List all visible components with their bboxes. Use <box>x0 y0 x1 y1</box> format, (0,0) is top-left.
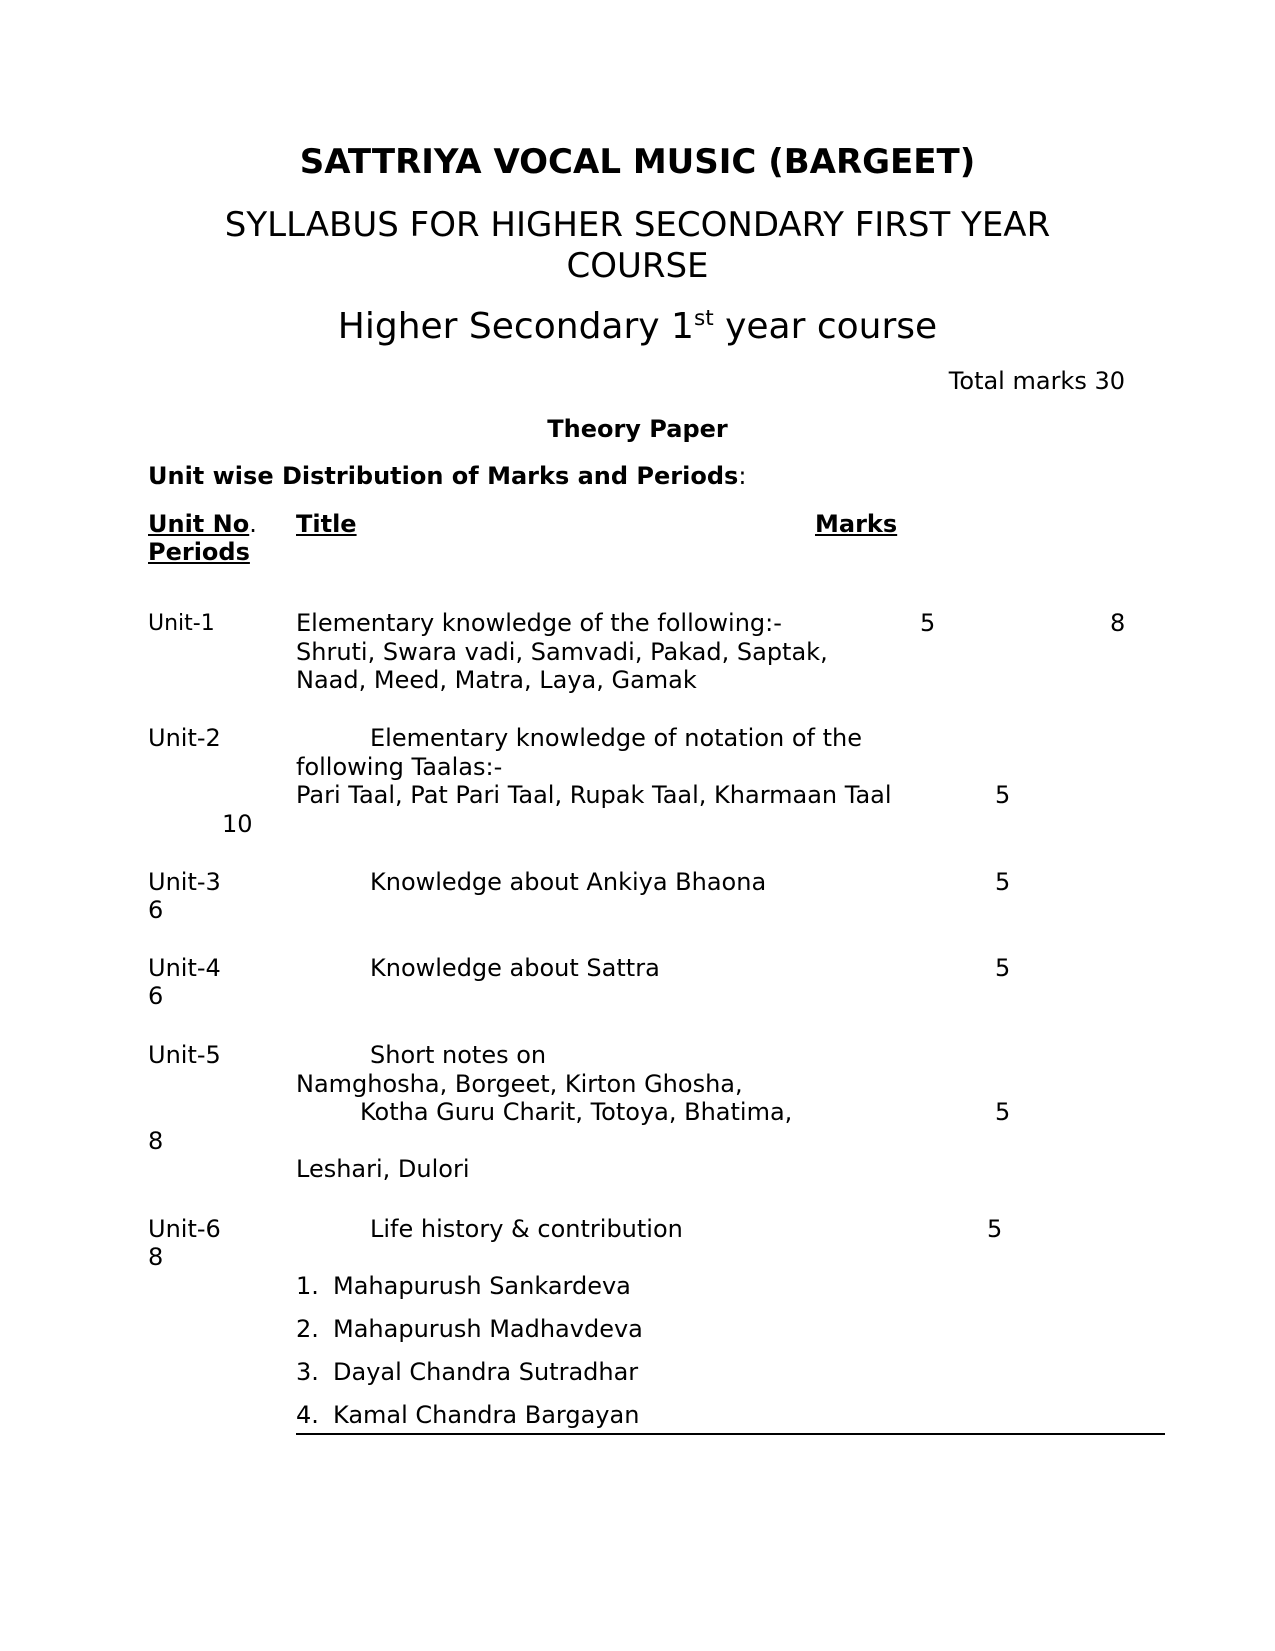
list-item-text: Mahapurush Sankardeva <box>333 1272 631 1300</box>
list-item <box>296 1358 639 1387</box>
list-item-text: Kamal Chandra Bargayan <box>333 1401 640 1429</box>
unit-1-title-line2: Shruti, Swara vadi, Samvadi, Pakad, Saptak, <box>296 638 828 666</box>
unit-6-label: Unit-6 <box>148 1215 221 1243</box>
document-title: SATTRIYA VOCAL MUSIC (BARGEET) <box>299 142 976 182</box>
unit-1-periods: 8 <box>1110 609 1126 637</box>
unit-5-periods: 8 <box>148 1127 164 1155</box>
list-item <box>296 1401 640 1430</box>
bottom-rule <box>296 1433 1165 1435</box>
list-item <box>296 1272 631 1301</box>
header-periods: Periods <box>148 538 250 566</box>
unit-1-label: Unit-1 <box>148 611 215 636</box>
unit-1-marks: 5 <box>920 609 936 637</box>
course-prefix: Higher Secondary 1 <box>337 306 694 347</box>
course-superscript: st <box>693 306 714 331</box>
list-item-number: 1. <box>296 1272 319 1300</box>
list-item-number: 4. <box>296 1401 319 1429</box>
distribution-heading-colon: : <box>738 462 747 490</box>
list-item-number: 3. <box>296 1358 319 1386</box>
unit-1-title-line1: Elementary knowledge of the following:- <box>296 609 782 637</box>
unit-6-title: Life history & contribution <box>370 1215 683 1243</box>
unit-5-marks: 5 <box>995 1098 1011 1126</box>
unit-2-title-line3: Pari Taal, Pat Pari Taal, Rupak Taal, Kharmaan Taal <box>296 781 892 809</box>
syllabus-subtitle-line1: SYLLABUS FOR HIGHER SECONDARY FIRST YEAR <box>224 205 1051 245</box>
list-item-number: 2. <box>296 1315 319 1343</box>
header-marks: Marks <box>815 510 898 538</box>
total-marks: Total marks 30 <box>948 367 1125 395</box>
unit-5-title-line3: Kotha Guru Charit, Totoya, Bhatima, <box>360 1098 793 1126</box>
unit-6-periods: 8 <box>148 1243 164 1271</box>
unit-5-label: Unit-5 <box>148 1041 221 1069</box>
unit-1-title-line3: Naad, Meed, Matra, Laya, Gamak <box>296 666 697 694</box>
header-unit-no-dot: . <box>249 510 257 538</box>
course-heading <box>0 306 1275 348</box>
unit-3-title: Knowledge about Ankiya Bhaona <box>370 868 767 896</box>
header-unit-no-text: Unit No <box>148 510 250 538</box>
unit-4-title: Knowledge about Sattra <box>370 954 660 982</box>
unit-5-title-line2: Namghosha, Borgeet, Kirton Ghosha, <box>296 1070 743 1098</box>
list-item <box>296 1315 643 1344</box>
unit-5-title-line4: Leshari, Dulori <box>296 1155 470 1183</box>
course-suffix: year course <box>713 306 938 347</box>
unit-5-title-line1: Short notes on <box>370 1041 547 1069</box>
unit-2-title-line1: Elementary knowledge of notation of the <box>370 724 863 752</box>
unit-4-periods: 6 <box>148 982 164 1010</box>
unit-4-label: Unit-4 <box>148 954 221 982</box>
unit-2-title-line2: following Taalas:- <box>296 753 503 781</box>
syllabus-subtitle-line2: COURSE <box>566 246 709 286</box>
list-item-text: Mahapurush Madhavdeva <box>333 1315 643 1343</box>
unit-6-marks: 5 <box>987 1215 1003 1243</box>
header-title: Title <box>296 510 357 538</box>
unit-3-periods: 6 <box>148 896 164 924</box>
distribution-heading <box>148 462 746 491</box>
header-unit-no <box>148 510 257 539</box>
unit-3-marks: 5 <box>995 868 1011 896</box>
unit-4-marks: 5 <box>995 954 1011 982</box>
unit-2-marks: 5 <box>995 781 1011 809</box>
unit-3-label: Unit-3 <box>148 868 221 896</box>
theory-paper-heading: Theory Paper <box>547 415 728 443</box>
distribution-heading-text: Unit wise Distribution of Marks and Periods <box>148 462 739 490</box>
unit-2-label: Unit-2 <box>148 724 221 752</box>
unit-2-periods: 10 <box>222 810 253 838</box>
list-item-text: Dayal Chandra Sutradhar <box>333 1358 639 1386</box>
